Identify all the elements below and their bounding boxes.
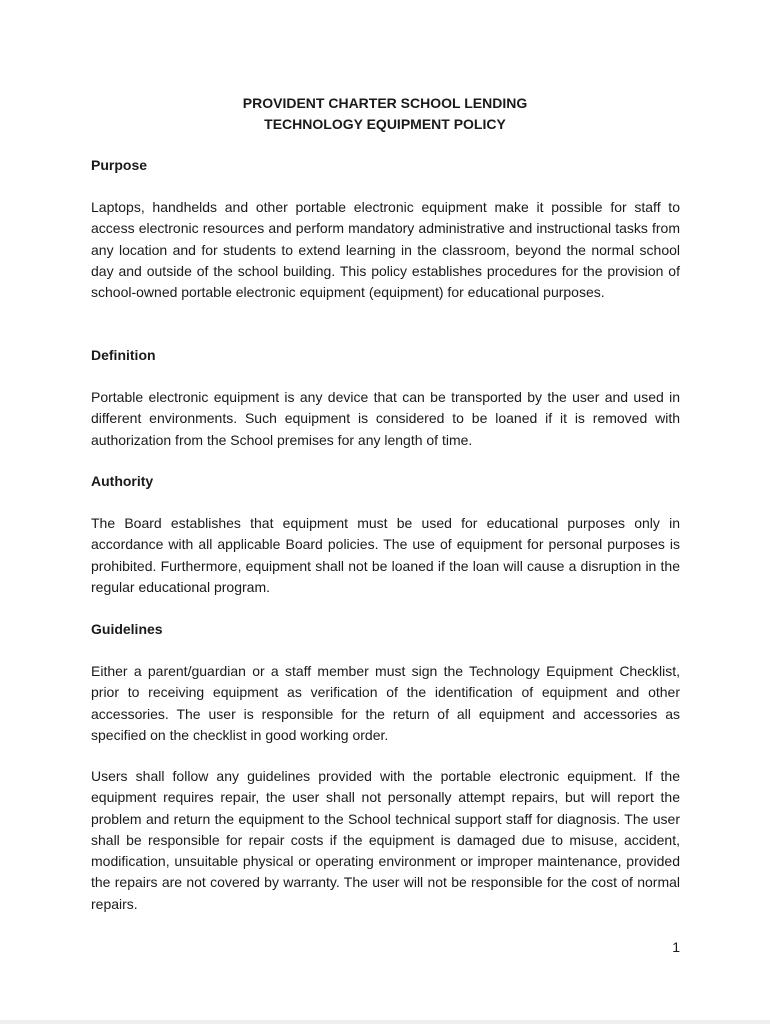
page-number: 1 [672,939,680,955]
guidelines-heading: Guidelines [91,621,163,637]
title-line-1: PROVIDENT CHARTER SCHOOL LENDING [242,95,528,111]
authority-paragraph: The Board establishes that equipment must be used for educational purposes only in accordance with all applicable Board policies. The use of equipment for personal purposes is prohibited. Furthermore, equipment shall not be loaned if the loan will cause a disruption in the regular educational program. [91,515,680,595]
title-line-2: TECHNOLOGY EQUIPMENT POLICY [264,116,506,132]
document-title [0,93,770,135]
authority-heading: Authority [91,473,154,489]
purpose-heading: Purpose [91,157,148,173]
guidelines-paragraph-2: Users shall follow any guidelines provided with the portable electronic equipment. If the equipment requires repair, the user shall not personally attempt repairs, but will report the problem and return the equipment to the School technical support staff for diagnosis. The user shall be responsible for repair costs if the equipment is damaged due to misuse, accident, modification, unsuitable physical or operating environment or improper maintenance, provided the repairs are not covered by warranty. The user will not be responsible for the cost of normal repairs. [91,768,680,912]
page-bottom-edge [0,1020,770,1024]
definition-paragraph: Portable electronic equipment is any device that can be transported by the user and used in different environments. Such equipment is considered to be loaned if it is removed with authorization from the School premises for any length of time. [91,389,680,448]
guidelines-paragraph-1: Either a parent/guardian or a staff member must sign the Technology Equipment Checklist, prior to receiving equipment as verification of the identification of equipment and other accessories. The user is responsible for the return of all equipment and accessories as specified on the checklist in good working order. [91,663,680,743]
purpose-paragraph: Laptops, handhelds and other portable electronic equipment make it possible for staff to access electronic resources and perform mandatory administrative and instructional tasks from any location and for students to extend learning in the classroom, beyond the normal school day and outside of the school building. This policy establishes procedures for the provision of school-owned portable electronic equipment (equipment) for educational purposes. [91,199,680,301]
definition-heading: Definition [91,347,156,363]
